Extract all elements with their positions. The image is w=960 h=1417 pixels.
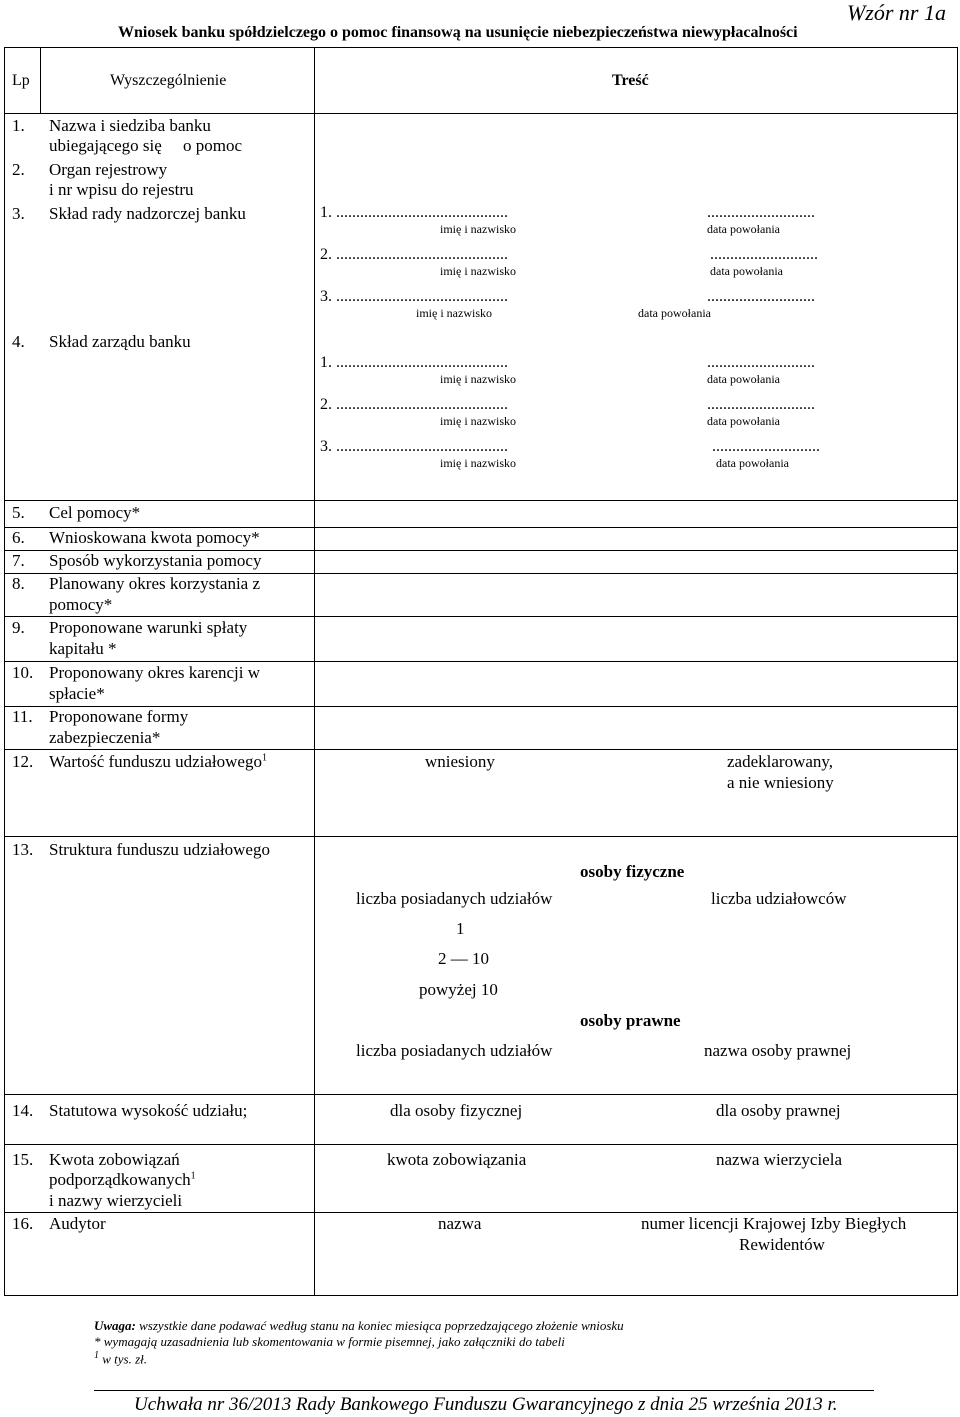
- table-border-left: [4, 47, 5, 1296]
- row-divider: [4, 1144, 958, 1145]
- table-top: [4, 47, 958, 48]
- row-label-cont: i nr wpisu do rejestru: [49, 180, 194, 199]
- shares-count-header: liczba posiadanych udziałów: [356, 889, 553, 908]
- col-header-item: Wyszczególnienie: [110, 72, 227, 89]
- row-number: 15.: [12, 1150, 34, 1169]
- row-number: 3.: [12, 204, 25, 223]
- footnote-marker: 1: [261, 752, 267, 764]
- legal-person-share-header: dla osoby prawnej: [716, 1101, 841, 1120]
- declared-header-cont: a nie wniesiony: [727, 773, 834, 792]
- row-number: 1.: [12, 116, 25, 135]
- row-number: 14.: [12, 1101, 34, 1120]
- board-date-field[interactable]: ...........................: [707, 396, 815, 413]
- row-number: 6.: [12, 528, 25, 547]
- row-number: 2.: [12, 160, 25, 179]
- legal-name-header: nazwa osoby prawnej: [704, 1041, 852, 1060]
- name-caption: imię i nazwisko: [440, 372, 516, 386]
- name-caption: imię i nazwisko: [440, 264, 516, 278]
- date-caption: data powołania: [638, 306, 711, 320]
- board-date-field[interactable]: ...........................: [710, 246, 818, 263]
- paid-in-header: wniesiony: [425, 752, 495, 771]
- row-number: 8.: [12, 574, 25, 593]
- range-label: powyżej 10: [419, 980, 498, 999]
- board-name-field[interactable]: 2. ...........................................: [320, 396, 508, 413]
- name-caption: imię i nazwisko: [440, 414, 516, 428]
- row-label: [49, 752, 267, 772]
- row-label: Nazwa i siedziba banku: [49, 116, 211, 135]
- col-header-content: Treść: [612, 72, 649, 89]
- form-title: Wniosek banku spółdzielczego o pomoc finansową na usunięcie niebezpieczeństwa niewypłacalności: [118, 24, 798, 41]
- note-uwaga-label: Uwaga:: [94, 1318, 136, 1333]
- row-divider: [4, 500, 958, 501]
- row-number: 9.: [12, 618, 25, 637]
- board-date-field[interactable]: ...........................: [712, 438, 820, 455]
- row-label: Wnioskowana kwota pomocy*: [49, 528, 260, 547]
- row-divider: [4, 1094, 958, 1095]
- row-label-text: Wartość funduszu udziałowego: [49, 752, 262, 771]
- board-name-field[interactable]: 2. ...........................................: [320, 246, 508, 263]
- legal-persons-header: osoby prawne: [580, 1011, 681, 1030]
- col-header-lp: Lp: [12, 72, 30, 89]
- row-divider: [4, 661, 958, 662]
- row-label: Audytor: [49, 1214, 106, 1233]
- footer-rule: [94, 1390, 874, 1391]
- note-uwaga: [94, 1318, 624, 1334]
- liability-amount-header: kwota zobowiązania: [387, 1150, 527, 1169]
- row-label-cont: ubiegającego się o pomoc: [49, 136, 243, 155]
- board-name-field[interactable]: 3. ...........................................: [320, 288, 508, 305]
- row-label: Cel pomocy*: [49, 503, 141, 522]
- shares-count-legal-header: liczba posiadanych udziałów: [356, 1041, 553, 1060]
- row-divider: [4, 836, 958, 837]
- board-date-field[interactable]: ...........................: [707, 204, 815, 221]
- header-bottom: [4, 113, 958, 114]
- row-label-cont: spłacie*: [49, 684, 105, 703]
- row-label: Skład zarządu banku: [49, 332, 191, 351]
- shareholders-count-header: liczba udziałowców: [711, 889, 847, 908]
- note-uwaga-text: wszystkie dane podawać według stanu na koniec miesiąca poprzedzającego złożenie wniosku: [135, 1318, 624, 1333]
- board-name-field[interactable]: 1. ...........................................: [320, 204, 508, 221]
- row-label-cont: kapitału *: [49, 639, 117, 658]
- row-label-cont: [49, 1170, 196, 1190]
- footnote-marker: 1: [94, 1350, 99, 1361]
- date-caption: data powołania: [707, 372, 780, 386]
- row-number: 7.: [12, 551, 25, 570]
- row-divider: [4, 1212, 958, 1213]
- natural-persons-header: osoby fizyczne: [580, 862, 685, 881]
- row-number: 5.: [12, 503, 25, 522]
- row-divider: [4, 749, 958, 750]
- row-label: Skład rady nadzorczej banku: [49, 204, 246, 223]
- row-label: Kwota zobowiązań: [49, 1150, 180, 1169]
- row-label: Struktura funduszu udziałowego: [49, 840, 270, 859]
- row-label-cont: zabezpieczenia*: [49, 728, 161, 747]
- range-label: 1: [456, 919, 465, 938]
- declared-header: zadeklarowany,: [727, 752, 834, 771]
- row-label-cont: pomocy*: [49, 595, 113, 614]
- auditor-name-header: nazwa: [438, 1214, 482, 1233]
- range-label: 2 — 10: [438, 949, 489, 968]
- date-caption: data powołania: [707, 222, 780, 236]
- row-number: 12.: [12, 752, 34, 771]
- creditor-name-header: nazwa wierzyciela: [716, 1150, 842, 1169]
- board-date-field[interactable]: ...........................: [707, 288, 815, 305]
- name-caption: imię i nazwisko: [440, 222, 516, 236]
- row-label: Proponowane formy: [49, 707, 189, 726]
- table-border-right: [957, 47, 958, 1296]
- name-caption: imię i nazwisko: [416, 306, 492, 320]
- board-name-field[interactable]: 3. ...........................................: [320, 438, 508, 455]
- resolution-footer: Uchwała nr 36/2013 Rady Bankowego Funduszu Gwarancyjnego z dnia 25 września 2013 r.: [134, 1394, 838, 1415]
- name-caption: imię i nazwisko: [440, 456, 516, 470]
- row-label: Statutowa wysokość udziału;: [49, 1101, 248, 1120]
- row-label: Planowany okres korzystania z: [49, 574, 261, 593]
- board-name-field[interactable]: 1. ...........................................: [320, 354, 508, 371]
- row-number: 10.: [12, 663, 34, 682]
- column-divider: [314, 47, 315, 1296]
- form-number: Wzór nr 1a: [846, 0, 946, 25]
- footnote-marker: 1: [190, 1170, 196, 1182]
- table-bottom: [4, 1295, 958, 1296]
- note-currency: [94, 1350, 147, 1367]
- row-number: 4.: [12, 332, 25, 351]
- row-label-cont: i nazwy wierzycieli: [49, 1191, 183, 1210]
- license-number-header: numer licencji Krajowej Izby Biegłych: [641, 1214, 907, 1233]
- row-label-text: podporządkowanych: [49, 1170, 191, 1189]
- date-caption: data powołania: [707, 414, 780, 428]
- row-number: 16.: [12, 1214, 34, 1233]
- row-label: Organ rejestrowy: [49, 160, 168, 179]
- row-number: 13.: [12, 840, 34, 859]
- row-divider: [4, 616, 958, 617]
- board-date-field[interactable]: ...........................: [707, 354, 815, 371]
- date-caption: data powołania: [710, 264, 783, 278]
- row-label: Proponowane warunki spłaty: [49, 618, 248, 637]
- note-star: * wymagają uzasadnienia lub skomentowania w formie pisemnej, jako załączniki do tabeli: [94, 1334, 565, 1349]
- row-label: Sposób wykorzystania pomocy: [49, 551, 262, 570]
- license-number-header-cont: Rewidentów: [739, 1235, 825, 1254]
- row-number: 11.: [12, 707, 33, 726]
- date-caption: data powołania: [716, 456, 789, 470]
- natural-person-share-header: dla osoby fizycznej: [390, 1101, 523, 1120]
- row-label: Proponowany okres karencji w: [49, 663, 261, 682]
- note-currency-text: w tys. zł.: [99, 1351, 148, 1367]
- lp-divider: [40, 47, 41, 113]
